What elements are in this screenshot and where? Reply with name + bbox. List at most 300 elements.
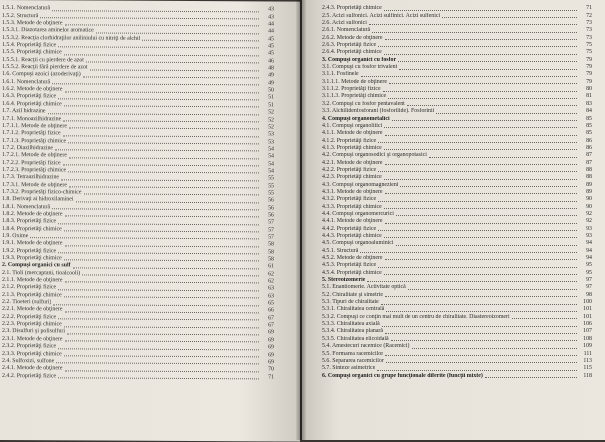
toc-entry-page: 84 bbox=[586, 108, 592, 115]
toc-entry-title: 5.6. Separarea racemicilor bbox=[322, 357, 384, 364]
toc-entry-page: 57 bbox=[268, 219, 274, 226]
toc-entry-title: 2.4. Sulfoxizi, sulfone bbox=[2, 357, 55, 365]
dot-leader bbox=[64, 355, 259, 357]
dot-leader bbox=[383, 91, 577, 92]
toc-entry-page: 79 bbox=[586, 71, 592, 78]
toc-entry bbox=[322, 211, 592, 218]
dot-leader bbox=[65, 25, 259, 27]
toc-entry-title: 4. Compuşi organometalici bbox=[322, 115, 390, 122]
toc-entry-title: 5.3.1. Chiralitatea centrală bbox=[322, 306, 385, 313]
toc-entry-title: 1.9.3. Proprietăţi chimice bbox=[2, 255, 62, 262]
toc-entry-page: 44 bbox=[268, 28, 274, 35]
dot-leader bbox=[384, 149, 577, 150]
dot-leader bbox=[385, 164, 577, 165]
toc-entry-page: 61 bbox=[268, 263, 274, 270]
dot-leader bbox=[53, 304, 259, 306]
toc-entry-title: 1.6.4. Proprietăţi chimice bbox=[2, 100, 62, 108]
toc-entry-page: 90 bbox=[586, 196, 592, 203]
dot-leader bbox=[67, 333, 259, 335]
toc-entry bbox=[322, 218, 592, 225]
toc-entry-title: 1.5.5. Proprietăţi chimice bbox=[2, 49, 62, 56]
toc-entry-page: 100 bbox=[583, 299, 592, 306]
toc-entry bbox=[322, 159, 592, 166]
toc-entry-title: 2.5. Acizi sulfonici. Acizi sulfinici. Acizi sulfenici bbox=[322, 12, 441, 19]
toc-entry-title: 5.3. Tipuri de chiralitate bbox=[322, 299, 379, 306]
toc-entry-page: 95 bbox=[586, 269, 592, 276]
toc-entry-title: 3.1.1. Fosfinele bbox=[322, 71, 359, 78]
dot-leader bbox=[84, 194, 260, 196]
dot-leader bbox=[385, 296, 577, 297]
dot-leader bbox=[61, 179, 259, 181]
toc-entry-page: 107 bbox=[583, 328, 592, 335]
toc-entry-page: 94 bbox=[586, 240, 592, 247]
dot-leader bbox=[399, 69, 577, 70]
toc-entry-title: 2.4.3. Proprietăţi chimice bbox=[322, 5, 382, 12]
dot-leader bbox=[378, 142, 577, 143]
toc-entry-page: 69 bbox=[268, 344, 274, 351]
toc-entry bbox=[322, 196, 592, 203]
toc-entry bbox=[322, 247, 592, 254]
toc-entry-page: 50 bbox=[268, 87, 274, 94]
toc-entry-title: 1.7. Azil hidrazine bbox=[2, 108, 46, 115]
toc-entry-title: 1.5.4. Proprietăţi fizice bbox=[2, 42, 57, 49]
toc-entry-page: 72 bbox=[586, 12, 592, 19]
dot-leader bbox=[377, 370, 577, 371]
toc-entry bbox=[322, 167, 592, 174]
toc-entry-page: 88 bbox=[586, 166, 592, 173]
dot-leader bbox=[384, 208, 577, 209]
toc-entry bbox=[322, 240, 592, 247]
dot-leader bbox=[65, 245, 259, 247]
toc-entry bbox=[322, 130, 592, 137]
toc-entry bbox=[322, 115, 592, 122]
toc-entry-page: 94 bbox=[586, 247, 592, 254]
dot-leader bbox=[56, 363, 259, 365]
toc-entry-title: 1.7.3.1. Metode de obţinere bbox=[2, 181, 67, 188]
toc-entry-title: 2.6.1. Nomenclatură bbox=[322, 27, 371, 34]
dot-leader bbox=[384, 127, 577, 128]
toc-entry-page: 58 bbox=[268, 256, 274, 263]
toc-entry bbox=[322, 291, 592, 298]
dot-leader bbox=[58, 223, 259, 225]
toc-entry-title: 4.1.3. Proprietăţi chimice bbox=[322, 144, 382, 151]
toc-entry bbox=[322, 42, 592, 49]
toc-entry-title: 5. Stereoizomerie bbox=[322, 277, 366, 284]
toc-entry-page: 65 bbox=[268, 300, 274, 307]
toc-entry bbox=[322, 299, 592, 306]
toc-entry-page: 54 bbox=[268, 160, 274, 167]
toc-entry-title: 4.5. Compuşi organoaluminici bbox=[322, 240, 394, 247]
toc-entry bbox=[322, 27, 592, 34]
toc-entry-title: 2.3.1. Metode de obţinere bbox=[2, 335, 63, 343]
dot-leader bbox=[436, 113, 577, 114]
toc-entry-page: 66 bbox=[268, 307, 274, 314]
dot-leader bbox=[385, 223, 577, 224]
dot-leader bbox=[64, 230, 259, 232]
toc-entry-title: 4.2. Compuşi organosodici şi organopotasici bbox=[322, 152, 427, 159]
toc-entry bbox=[322, 123, 592, 130]
toc-entry-page: 57 bbox=[268, 234, 274, 241]
table-of-contents-left bbox=[2, 5, 274, 381]
dot-leader bbox=[58, 98, 259, 100]
toc-entry-title: 4.3. Compuşi organomagnezieni bbox=[322, 181, 399, 188]
dot-leader bbox=[384, 179, 577, 180]
toc-entry-page: 55 bbox=[268, 182, 274, 190]
toc-entry bbox=[322, 152, 592, 159]
toc-entry-title: 1.8.3. Proprietăţi fizice bbox=[2, 218, 57, 225]
dot-leader bbox=[69, 128, 259, 130]
toc-entry-page: 109 bbox=[583, 343, 592, 350]
toc-entry-page: 118 bbox=[583, 372, 592, 379]
dot-leader bbox=[64, 326, 259, 328]
toc-entry-title: 4.5.4. Proprietăţi chimice bbox=[322, 269, 382, 276]
dot-leader bbox=[385, 135, 577, 136]
dot-leader bbox=[396, 215, 577, 216]
toc-entry bbox=[322, 335, 592, 342]
dot-leader bbox=[386, 362, 577, 363]
toc-entry bbox=[322, 100, 592, 107]
dot-leader bbox=[485, 377, 577, 378]
dot-leader bbox=[378, 201, 577, 202]
toc-entry-title: 4.4. Compuşi organomercurici bbox=[322, 210, 394, 217]
dot-leader bbox=[142, 40, 259, 42]
toc-entry-title: 2.6.3. Proprietăţi fizice bbox=[322, 42, 377, 49]
dot-leader bbox=[65, 370, 259, 372]
toc-entry-page: 49 bbox=[268, 72, 274, 79]
toc-entry-title: 4.2.3. Proprietăţi chimice bbox=[322, 174, 382, 181]
toc-entry-title: 4.5.3. Proprietăţi fizice bbox=[322, 262, 377, 269]
toc-entry-page: 94 bbox=[586, 255, 592, 262]
toc-entry-title: 4.4.1. Metode de obţinere bbox=[322, 218, 383, 225]
toc-entry-title: 1.8. Derivaţi ai hidroxilaminei bbox=[2, 196, 74, 203]
toc-entry bbox=[322, 328, 592, 335]
toc-entry-title: 5.3.3. Chiralitatea axială bbox=[322, 321, 380, 328]
toc-entry-page: 43 bbox=[268, 14, 274, 21]
dot-leader bbox=[385, 193, 577, 194]
toc-entry-title: 1.7.3.2. Proprietăţi fizico-chimice bbox=[2, 188, 82, 196]
toc-entry-page: 52 bbox=[268, 124, 274, 131]
toc-entry-title: 1.9. Oxime bbox=[2, 233, 29, 240]
toc-entry-title: 2.6. Acizi sulfonici bbox=[322, 20, 367, 27]
dot-leader bbox=[58, 252, 259, 254]
dot-leader bbox=[64, 260, 259, 262]
toc-entry-title: 5.4. Amestecuri racemice (Racemici) bbox=[322, 343, 410, 350]
toc-entry-title: 2.1.1. Metode de obţinere bbox=[2, 277, 63, 284]
toc-entry-title: 1.6.3. Proprietăţi fizice bbox=[2, 93, 57, 100]
toc-entry-title: 2.6.4. Proprietăţi chimice bbox=[322, 49, 382, 56]
toc-entry-title: 3.1. Compuşi cu fosfor trivalent bbox=[322, 64, 398, 71]
toc-entry-title: 2.2.1. Metode de obţinere bbox=[2, 306, 63, 313]
toc-entry-page: 69 bbox=[268, 329, 274, 336]
toc-entry-title: 1.5.3.2. Reacţia clorhidraţilor aniliniului cu nitriţi de alchil bbox=[2, 34, 141, 42]
toc-entry bbox=[322, 71, 592, 78]
toc-entry bbox=[322, 269, 592, 276]
dot-leader bbox=[65, 216, 259, 218]
toc-entry-title: 4.1.2. Proprietăţi fizice bbox=[322, 137, 377, 144]
dot-leader bbox=[384, 237, 577, 238]
toc-entry-title: 2.2.2. Proprietăţi fizice bbox=[2, 313, 57, 321]
toc-entry-page: 71 bbox=[586, 5, 592, 12]
dot-leader bbox=[58, 348, 259, 350]
toc-entry bbox=[322, 56, 592, 63]
toc-entry-title: 5.2. Chiralitate şi simetrie bbox=[322, 291, 384, 298]
toc-entry-title: 1.5.3. Metode de obţinere bbox=[2, 20, 63, 27]
toc-entry-title: 1.5.5.1. Reacţii cu pierdere de azot bbox=[2, 56, 84, 64]
toc-entry bbox=[322, 203, 592, 210]
dot-leader bbox=[64, 106, 259, 108]
toc-entry-page: 115 bbox=[583, 365, 592, 372]
toc-entry-page: 73 bbox=[586, 34, 592, 41]
toc-entry-title: 1.7.1.1. Metode de obţinere bbox=[2, 122, 67, 130]
toc-entry-page: 54 bbox=[268, 153, 274, 160]
toc-entry-title: 2.3.2. Proprietăţi fizice bbox=[2, 343, 57, 350]
toc-entry-title: 4.3.2. Proprietăţi fizice bbox=[322, 196, 377, 203]
toc-entry-page: 85 bbox=[586, 122, 592, 129]
toc-entry-title: 5.7. Sinteze asimetrice bbox=[322, 365, 376, 372]
toc-entry-page: 92 bbox=[586, 218, 592, 225]
toc-entry-page: 69 bbox=[268, 337, 274, 344]
toc-entry-page: 97 bbox=[586, 284, 592, 291]
toc-entry-page: 73 bbox=[586, 27, 592, 34]
dot-leader bbox=[64, 296, 259, 298]
book-gutter bbox=[296, 0, 306, 440]
dot-leader bbox=[55, 150, 259, 152]
toc-entry-title: 2.6.2. Metode de obţinere bbox=[322, 34, 383, 41]
toc-entry-page: 44 bbox=[268, 21, 274, 28]
dot-leader bbox=[378, 230, 577, 231]
dot-leader bbox=[65, 91, 259, 93]
toc-entry-page: 97 bbox=[586, 277, 592, 284]
toc-entry bbox=[322, 93, 592, 100]
dot-leader bbox=[58, 289, 259, 291]
toc-entry bbox=[322, 145, 592, 152]
toc-entry-title: 3. Compuşi organici cu fosfor bbox=[322, 56, 397, 63]
toc-entry-title: 1.7.2.3. Proprietăţi chimice bbox=[2, 166, 67, 174]
toc-entry bbox=[322, 189, 592, 196]
dot-leader bbox=[385, 39, 577, 40]
toc-entry-page: 48 bbox=[268, 65, 274, 72]
toc-entry-page: 80 bbox=[586, 86, 592, 93]
dot-leader bbox=[382, 326, 577, 327]
toc-entry-page: 69 bbox=[268, 351, 274, 358]
toc-entry-page: 51 bbox=[268, 102, 274, 109]
toc-entry bbox=[322, 255, 592, 262]
toc-entry-page: 98 bbox=[586, 291, 592, 298]
toc-entry-page: 71 bbox=[268, 373, 274, 380]
toc-entry-title: 4.5.2. Metode de obţinere bbox=[322, 255, 383, 262]
toc-entry-page: 49 bbox=[268, 80, 274, 87]
dot-leader bbox=[58, 318, 259, 320]
dot-leader bbox=[58, 377, 259, 379]
toc-entry bbox=[322, 262, 592, 269]
toc-entry-page: 93 bbox=[586, 233, 592, 239]
toc-entry-page: 52 bbox=[268, 109, 274, 116]
toc-entry-page: 75 bbox=[586, 49, 592, 56]
dot-leader bbox=[442, 17, 577, 18]
toc-entry-page: 56 bbox=[268, 205, 274, 212]
dot-leader bbox=[385, 355, 577, 356]
dot-leader bbox=[73, 267, 259, 269]
toc-entry-title: 1.7.2. Diazilhidrazine bbox=[2, 144, 54, 152]
dot-leader bbox=[64, 54, 259, 56]
toc-entry-title: 1.5.5.2. Reacţii fără pierdere de azot bbox=[2, 64, 88, 71]
toc-entry-title: 4.3.3. Proprietăţi chimice bbox=[322, 203, 382, 210]
toc-entry-page: 43 bbox=[268, 6, 274, 13]
toc-entry-title: 1.7.2.1. Metode de obţinere bbox=[2, 152, 67, 159]
toc-entry bbox=[322, 5, 592, 12]
toc-entry-title: 1.7.3. Tetraazilhidrazine bbox=[2, 174, 60, 181]
toc-entry bbox=[322, 225, 592, 232]
toc-entry-title: 2.3. Disulfuri şi polisulfuri bbox=[2, 328, 65, 335]
toc-entry bbox=[322, 174, 592, 181]
toc-entry-page: 51 bbox=[268, 94, 274, 101]
toc-entry bbox=[322, 277, 592, 284]
toc-entry-title: 1.6.1. Nomenclatură bbox=[2, 78, 51, 86]
toc-entry-title: 1.8.4. Proprietăţi chimice bbox=[2, 225, 62, 232]
toc-entry-title: 4.4.2. Proprietăţi fizice bbox=[322, 225, 377, 232]
toc-entry bbox=[322, 20, 592, 27]
dot-leader bbox=[512, 318, 577, 319]
dot-leader bbox=[65, 282, 259, 284]
toc-entry-title: 2.3.3. Proprietăţi chimice bbox=[2, 350, 62, 357]
toc-entry-page: 88 bbox=[586, 174, 592, 181]
toc-entry-page: 56 bbox=[268, 212, 274, 219]
toc-entry-page: 58 bbox=[268, 249, 274, 256]
toc-entry-page: 67 bbox=[268, 315, 274, 322]
toc-entry-title: 2.4.1. Metode de obţinere bbox=[2, 365, 63, 372]
toc-entry-page: 46 bbox=[268, 58, 274, 65]
dot-leader bbox=[90, 69, 259, 71]
toc-entry-page: 75 bbox=[586, 42, 592, 49]
toc-entry bbox=[322, 137, 592, 144]
toc-entry-title: 5.5. Formarea racemicilor bbox=[322, 350, 384, 357]
toc-entry-title: 1.6. Compuşi azoici (azoderivaţi) bbox=[2, 71, 81, 78]
toc-entry-title: 5.1. Enantiomerie. Activitate optică bbox=[322, 284, 406, 291]
toc-entry-page: 63 bbox=[268, 285, 274, 292]
toc-entry-page: 83 bbox=[586, 100, 592, 107]
toc-entry-page: 55 bbox=[268, 190, 274, 197]
toc-entry-page: 101 bbox=[583, 306, 592, 313]
toc-entry bbox=[322, 313, 592, 320]
toc-entry-title: 2.1.2. Proprietăţi fizice bbox=[2, 284, 57, 291]
dot-leader bbox=[83, 76, 259, 78]
toc-entry-title: 2.2.3. Proprietăţi chimice bbox=[2, 321, 62, 328]
toc-entry-title: 1.5.2. Structură bbox=[2, 12, 39, 19]
dot-leader bbox=[68, 172, 259, 174]
toc-entry-title: 2.1.3. Proprietăţi chimice bbox=[2, 291, 62, 299]
toc-entry bbox=[322, 233, 592, 240]
dot-leader bbox=[378, 46, 577, 47]
toc-entry bbox=[322, 343, 592, 350]
toc-entry-title: 1.9.1. Metode de obţinere bbox=[2, 240, 63, 247]
toc-entry-page: 45 bbox=[268, 43, 274, 50]
dot-leader bbox=[391, 340, 577, 341]
dot-leader bbox=[412, 348, 578, 349]
toc-entry-title: 3.1.1.2. Proprietăţi fizice bbox=[322, 86, 381, 93]
dot-leader bbox=[361, 76, 577, 77]
table-of-contents-right bbox=[322, 5, 592, 380]
dot-leader bbox=[384, 54, 577, 55]
toc-entry-title: 1.5.3.1. Diazotarea aminelor aromatice bbox=[2, 27, 94, 34]
right-page bbox=[302, 0, 605, 440]
dot-leader bbox=[86, 62, 259, 64]
toc-entry bbox=[322, 358, 592, 365]
toc-entry-page: 52 bbox=[268, 116, 274, 123]
toc-entry bbox=[322, 372, 592, 379]
toc-entry-title: 2.2. Tioeteri (sulfuri) bbox=[2, 299, 52, 306]
toc-entry bbox=[322, 86, 592, 93]
toc-entry-title: 1.7.1.3. Proprietăţi chimice bbox=[2, 137, 67, 144]
dot-leader bbox=[63, 164, 259, 166]
toc-entry-page: 87 bbox=[586, 152, 592, 159]
toc-entry-page: 113 bbox=[583, 357, 592, 364]
toc-entry-page: 101 bbox=[583, 313, 592, 320]
dot-leader bbox=[369, 24, 577, 25]
dot-leader bbox=[392, 120, 577, 121]
dot-leader bbox=[378, 171, 577, 172]
toc-entry-page: 95 bbox=[586, 262, 592, 269]
toc-entry-title: 1.6.2. Metode de obţinere bbox=[2, 86, 63, 93]
toc-entry-page: 106 bbox=[583, 321, 592, 328]
toc-entry-page: 57 bbox=[268, 227, 274, 234]
toc-entry-page: 79 bbox=[586, 78, 592, 85]
dot-leader bbox=[381, 304, 577, 305]
toc-entry-title: 5.3.5. Chiralitatea elicoidală bbox=[322, 335, 389, 342]
toc-entry-title: 3.1.1.1. Metode de obţinere bbox=[322, 78, 387, 85]
toc-entry-page: 79 bbox=[586, 56, 592, 63]
toc-entry-page: 111 bbox=[583, 350, 592, 357]
dot-leader bbox=[386, 311, 577, 312]
dot-leader bbox=[384, 10, 577, 11]
toc-entry bbox=[322, 49, 592, 56]
dot-leader bbox=[378, 267, 577, 268]
toc-entry-title: 2.1. Tioli (mercaptani, tioalcooli) bbox=[2, 269, 81, 277]
toc-entry-page: 62 bbox=[268, 271, 274, 278]
dot-leader bbox=[398, 61, 577, 62]
toc-entry-title: 1.7.1. Monoazilhidrazine bbox=[2, 115, 62, 122]
toc-entry bbox=[322, 284, 592, 291]
toc-entry-title: 4.2.2. Proprietăţi fizice bbox=[322, 166, 377, 173]
toc-entry-title: 1.7.2.2. Proprietăţi fizice bbox=[2, 159, 61, 166]
dot-leader bbox=[389, 83, 577, 84]
toc-entry-page: 90 bbox=[586, 203, 592, 210]
dot-leader bbox=[388, 98, 577, 99]
toc-entry-page: 55 bbox=[268, 175, 274, 182]
toc-entry-page: 79 bbox=[586, 64, 592, 71]
dot-leader bbox=[367, 281, 577, 282]
toc-entry-title: 1.5.1. Nomenclatură bbox=[2, 5, 51, 12]
dot-leader bbox=[69, 157, 259, 159]
toc-entry-page: 108 bbox=[583, 335, 592, 342]
toc-entry-page: 89 bbox=[586, 181, 592, 188]
left-page bbox=[0, 0, 300, 442]
toc-entry bbox=[322, 78, 592, 85]
toc-entry-page: 62 bbox=[268, 278, 274, 285]
toc-entry bbox=[322, 365, 592, 372]
toc-entry-title: 1.7.1.2. Proprietăţi fizice bbox=[2, 130, 61, 137]
dot-leader bbox=[372, 32, 577, 33]
dot-leader bbox=[69, 186, 259, 188]
toc-entry bbox=[322, 321, 592, 328]
dot-leader bbox=[76, 201, 260, 203]
toc-entry-page: 53 bbox=[268, 138, 274, 145]
toc-entry-page: 63 bbox=[268, 293, 274, 300]
toc-entry-page: 87 bbox=[586, 159, 592, 166]
toc-entry-page: 73 bbox=[586, 20, 592, 27]
dot-leader bbox=[63, 135, 259, 137]
toc-entry-page: 89 bbox=[586, 188, 592, 195]
toc-entry-page: 54 bbox=[268, 146, 274, 153]
